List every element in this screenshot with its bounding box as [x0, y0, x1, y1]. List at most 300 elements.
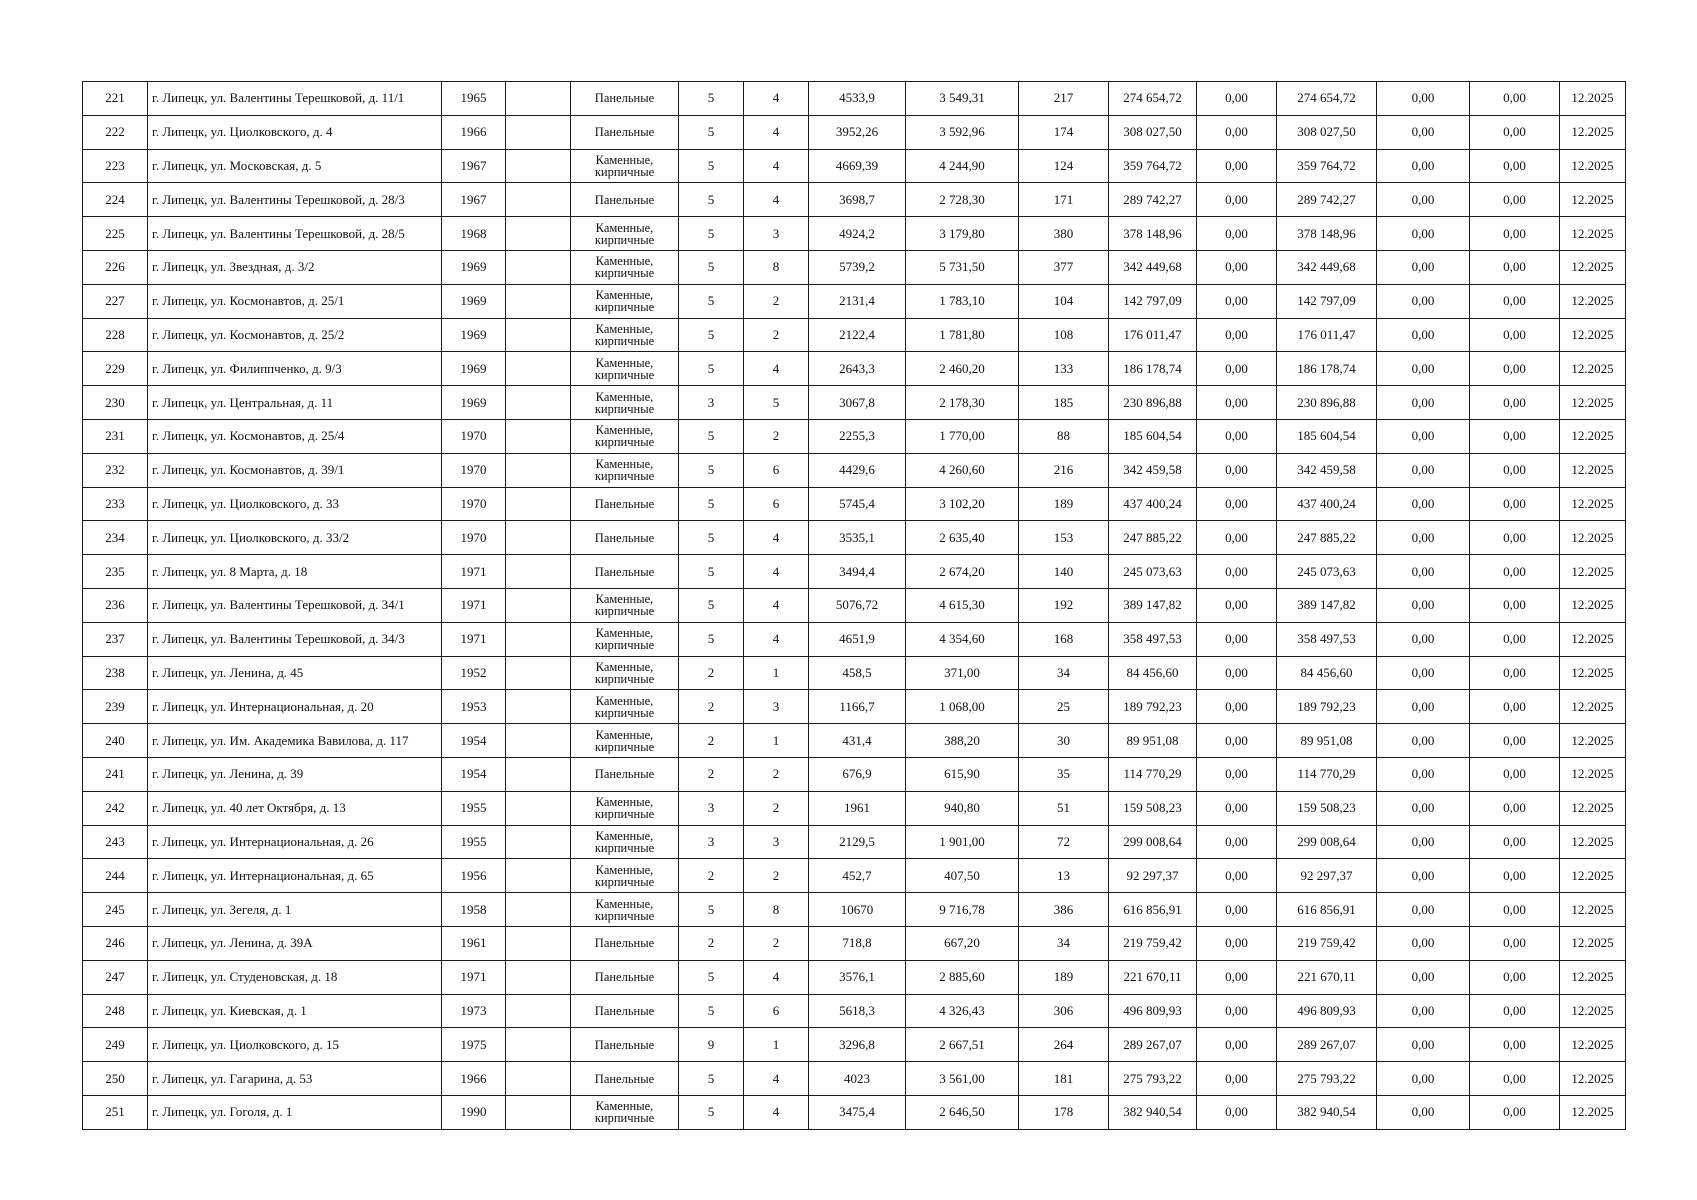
- address-cell: г. Липецк, ул. Ленина, д. 39А: [148, 926, 442, 960]
- cost-column-1-cell: 0,00: [1197, 521, 1277, 555]
- cost-column-1-cell: 0,00: [1197, 115, 1277, 149]
- total-cost-cell: 245 073,63: [1109, 555, 1197, 589]
- residents-cell: 34: [1019, 926, 1109, 960]
- wall-material-cell: Каменные, кирпичные: [571, 352, 679, 386]
- residents-cell: 386: [1019, 893, 1109, 927]
- row-number: 238: [83, 656, 148, 690]
- row-number: 231: [83, 419, 148, 453]
- address-cell: г. Липецк, ул. Валентины Терешковой, д. 34/3: [148, 622, 442, 656]
- cost-column-2-cell: 186 178,74: [1277, 352, 1377, 386]
- row-number: 228: [83, 318, 148, 352]
- entrances-cell: 4: [744, 352, 809, 386]
- address-cell: г. Липецк, ул. Центральная, д. 11: [148, 386, 442, 420]
- cost-column-1-cell: 0,00: [1197, 453, 1277, 487]
- total-cost-cell: 274 654,72: [1109, 82, 1197, 116]
- cost-column-3-cell: 0,00: [1377, 622, 1470, 656]
- floors-cell: 5: [679, 893, 744, 927]
- cost-column-2-cell: 159 508,23: [1277, 791, 1377, 825]
- residents-cell: 171: [1019, 183, 1109, 217]
- table-row: [83, 284, 1626, 318]
- cost-column-4-cell: 0,00: [1470, 284, 1560, 318]
- cost-column-1-cell: 0,00: [1197, 419, 1277, 453]
- living-area-cell: 3 102,20: [906, 487, 1019, 521]
- wall-material-cell: Панельные: [571, 82, 679, 116]
- cost-column-1-cell: 0,00: [1197, 284, 1277, 318]
- completion-date-cell: 12.2025: [1560, 791, 1626, 825]
- table-row: [83, 825, 1626, 859]
- entrances-cell: 4: [744, 622, 809, 656]
- cost-column-1-cell: 0,00: [1197, 656, 1277, 690]
- floors-cell: 2: [679, 926, 744, 960]
- total-area-cell: 2129,5: [809, 825, 906, 859]
- cost-column-2-cell: 289 742,27: [1277, 183, 1377, 217]
- table-body: [83, 82, 1626, 1130]
- floors-cell: 5: [679, 352, 744, 386]
- total-cost-cell: 230 896,88: [1109, 386, 1197, 420]
- total-area-cell: 5745,4: [809, 487, 906, 521]
- year-built-cell: 1970: [442, 487, 506, 521]
- total-area-cell: 3952,26: [809, 115, 906, 149]
- cost-column-4-cell: 0,00: [1470, 183, 1560, 217]
- floors-cell: 5: [679, 1062, 744, 1096]
- empty-cell: [506, 115, 571, 149]
- total-area-cell: 676,9: [809, 757, 906, 791]
- cost-column-3-cell: 0,00: [1377, 825, 1470, 859]
- wall-material-cell: Панельные: [571, 1062, 679, 1096]
- total-area-cell: 3576,1: [809, 960, 906, 994]
- entrances-cell: 2: [744, 419, 809, 453]
- living-area-cell: 3 592,96: [906, 115, 1019, 149]
- total-cost-cell: 359 764,72: [1109, 149, 1197, 183]
- entrances-cell: 2: [744, 859, 809, 893]
- address-cell: г. Липецк, ул. Зегеля, д. 1: [148, 893, 442, 927]
- floors-cell: 3: [679, 386, 744, 420]
- floors-cell: 3: [679, 825, 744, 859]
- floors-cell: 5: [679, 419, 744, 453]
- row-number: 248: [83, 994, 148, 1028]
- cost-column-2-cell: 84 456,60: [1277, 656, 1377, 690]
- cost-column-1-cell: 0,00: [1197, 1062, 1277, 1096]
- floors-cell: 2: [679, 757, 744, 791]
- table-row: [83, 994, 1626, 1028]
- wall-material-cell: Каменные, кирпичные: [571, 386, 679, 420]
- row-number: 224: [83, 183, 148, 217]
- total-cost-cell: 289 742,27: [1109, 183, 1197, 217]
- residents-cell: 124: [1019, 149, 1109, 183]
- total-area-cell: 3494,4: [809, 555, 906, 589]
- wall-material-cell: Панельные: [571, 487, 679, 521]
- cost-column-4-cell: 0,00: [1470, 588, 1560, 622]
- entrances-cell: 4: [744, 82, 809, 116]
- entrances-cell: 1: [744, 656, 809, 690]
- cost-column-4-cell: 0,00: [1470, 453, 1560, 487]
- empty-cell: [506, 926, 571, 960]
- empty-cell: [506, 960, 571, 994]
- address-cell: г. Липецк, ул. Гоголя, д. 1: [148, 1095, 442, 1129]
- year-built-cell: 1971: [442, 555, 506, 589]
- row-number: 233: [83, 487, 148, 521]
- wall-material-cell: Каменные, кирпичные: [571, 656, 679, 690]
- address-cell: г. Липецк, ул. Космонавтов, д. 39/1: [148, 453, 442, 487]
- row-number: 235: [83, 555, 148, 589]
- cost-column-1-cell: 0,00: [1197, 994, 1277, 1028]
- empty-cell: [506, 859, 571, 893]
- row-number: 229: [83, 352, 148, 386]
- completion-date-cell: 12.2025: [1560, 284, 1626, 318]
- floors-cell: 5: [679, 453, 744, 487]
- empty-cell: [506, 757, 571, 791]
- cost-column-2-cell: 308 027,50: [1277, 115, 1377, 149]
- cost-column-4-cell: 0,00: [1470, 893, 1560, 927]
- cost-column-2-cell: 359 764,72: [1277, 149, 1377, 183]
- living-area-cell: 667,20: [906, 926, 1019, 960]
- year-built-cell: 1971: [442, 622, 506, 656]
- address-cell: г. Липецк, ул. Им. Академика Вавилова, д. 117: [148, 724, 442, 758]
- residents-cell: 72: [1019, 825, 1109, 859]
- entrances-cell: 2: [744, 791, 809, 825]
- residents-cell: 178: [1019, 1095, 1109, 1129]
- cost-column-3-cell: 0,00: [1377, 217, 1470, 251]
- floors-cell: 5: [679, 82, 744, 116]
- completion-date-cell: 12.2025: [1560, 622, 1626, 656]
- cost-column-2-cell: 342 449,68: [1277, 250, 1377, 284]
- cost-column-4-cell: 0,00: [1470, 555, 1560, 589]
- cost-column-1-cell: 0,00: [1197, 217, 1277, 251]
- living-area-cell: 4 354,60: [906, 622, 1019, 656]
- address-cell: г. Липецк, ул. Ленина, д. 45: [148, 656, 442, 690]
- address-cell: г. Липецк, ул. Московская, д. 5: [148, 149, 442, 183]
- row-number: 244: [83, 859, 148, 893]
- completion-date-cell: 12.2025: [1560, 859, 1626, 893]
- cost-column-3-cell: 0,00: [1377, 82, 1470, 116]
- year-built-cell: 1969: [442, 386, 506, 420]
- total-area-cell: 431,4: [809, 724, 906, 758]
- cost-column-1-cell: 0,00: [1197, 893, 1277, 927]
- cost-column-1-cell: 0,00: [1197, 1095, 1277, 1129]
- cost-column-1-cell: 0,00: [1197, 352, 1277, 386]
- entrances-cell: 4: [744, 1062, 809, 1096]
- cost-column-3-cell: 0,00: [1377, 994, 1470, 1028]
- entrances-cell: 4: [744, 588, 809, 622]
- total-cost-cell: 289 267,07: [1109, 1028, 1197, 1062]
- entrances-cell: 3: [744, 690, 809, 724]
- cost-column-4-cell: 0,00: [1470, 115, 1560, 149]
- cost-column-4-cell: 0,00: [1470, 149, 1560, 183]
- empty-cell: [506, 419, 571, 453]
- residents-cell: 35: [1019, 757, 1109, 791]
- floors-cell: 5: [679, 994, 744, 1028]
- total-area-cell: 4669,39: [809, 149, 906, 183]
- cost-column-2-cell: 114 770,29: [1277, 757, 1377, 791]
- completion-date-cell: 12.2025: [1560, 893, 1626, 927]
- residents-cell: 306: [1019, 994, 1109, 1028]
- floors-cell: 5: [679, 217, 744, 251]
- completion-date-cell: 12.2025: [1560, 115, 1626, 149]
- empty-cell: [506, 791, 571, 825]
- completion-date-cell: 12.2025: [1560, 825, 1626, 859]
- table-row: [83, 757, 1626, 791]
- address-cell: г. Липецк, ул. Циолковского, д. 33: [148, 487, 442, 521]
- living-area-cell: 2 885,60: [906, 960, 1019, 994]
- cost-column-2-cell: 185 604,54: [1277, 419, 1377, 453]
- table-row: [83, 960, 1626, 994]
- table-row: [83, 453, 1626, 487]
- cost-column-3-cell: 0,00: [1377, 419, 1470, 453]
- cost-column-3-cell: 0,00: [1377, 1062, 1470, 1096]
- completion-date-cell: 12.2025: [1560, 690, 1626, 724]
- completion-date-cell: 12.2025: [1560, 1062, 1626, 1096]
- row-number: 245: [83, 893, 148, 927]
- floors-cell: 5: [679, 115, 744, 149]
- entrances-cell: 5: [744, 386, 809, 420]
- residents-cell: 216: [1019, 453, 1109, 487]
- empty-cell: [506, 1095, 571, 1129]
- living-area-cell: 2 635,40: [906, 521, 1019, 555]
- completion-date-cell: 12.2025: [1560, 588, 1626, 622]
- table-row: [83, 149, 1626, 183]
- cost-column-1-cell: 0,00: [1197, 825, 1277, 859]
- completion-date-cell: 12.2025: [1560, 250, 1626, 284]
- address-cell: г. Липецк, ул. 40 лет Октября, д. 13: [148, 791, 442, 825]
- year-built-cell: 1955: [442, 825, 506, 859]
- total-cost-cell: 176 011,47: [1109, 318, 1197, 352]
- address-cell: г. Липецк, ул. Валентины Терешковой, д. 34/1: [148, 588, 442, 622]
- address-cell: г. Липецк, ул. Ленина, д. 39: [148, 757, 442, 791]
- floors-cell: 5: [679, 250, 744, 284]
- cost-column-1-cell: 0,00: [1197, 757, 1277, 791]
- cost-column-4-cell: 0,00: [1470, 1062, 1560, 1096]
- floors-cell: 2: [679, 724, 744, 758]
- cost-column-3-cell: 0,00: [1377, 183, 1470, 217]
- total-area-cell: 452,7: [809, 859, 906, 893]
- address-cell: г. Липецк, ул. Циолковского, д. 15: [148, 1028, 442, 1062]
- cost-column-4-cell: 0,00: [1470, 757, 1560, 791]
- empty-cell: [506, 690, 571, 724]
- cost-column-3-cell: 0,00: [1377, 690, 1470, 724]
- cost-column-4-cell: 0,00: [1470, 419, 1560, 453]
- residents-cell: 174: [1019, 115, 1109, 149]
- row-number: 223: [83, 149, 148, 183]
- residents-cell: 168: [1019, 622, 1109, 656]
- total-area-cell: 4651,9: [809, 622, 906, 656]
- empty-cell: [506, 82, 571, 116]
- empty-cell: [506, 284, 571, 318]
- empty-cell: [506, 318, 571, 352]
- cost-column-1-cell: 0,00: [1197, 926, 1277, 960]
- residents-cell: 185: [1019, 386, 1109, 420]
- table-row: [83, 250, 1626, 284]
- living-area-cell: 1 068,00: [906, 690, 1019, 724]
- wall-material-cell: Каменные, кирпичные: [571, 1095, 679, 1129]
- year-built-cell: 1973: [442, 994, 506, 1028]
- total-area-cell: 3475,4: [809, 1095, 906, 1129]
- cost-column-1-cell: 0,00: [1197, 82, 1277, 116]
- year-built-cell: 1969: [442, 318, 506, 352]
- wall-material-cell: Каменные, кирпичные: [571, 217, 679, 251]
- total-cost-cell: 382 940,54: [1109, 1095, 1197, 1129]
- empty-cell: [506, 250, 571, 284]
- cost-column-3-cell: 0,00: [1377, 791, 1470, 825]
- living-area-cell: 4 326,43: [906, 994, 1019, 1028]
- wall-material-cell: Каменные, кирпичные: [571, 453, 679, 487]
- empty-cell: [506, 453, 571, 487]
- living-area-cell: 2 178,30: [906, 386, 1019, 420]
- cost-column-3-cell: 0,00: [1377, 149, 1470, 183]
- cost-column-2-cell: 275 793,22: [1277, 1062, 1377, 1096]
- address-cell: г. Липецк, ул. Циолковского, д. 4: [148, 115, 442, 149]
- empty-cell: [506, 825, 571, 859]
- completion-date-cell: 12.2025: [1560, 1095, 1626, 1129]
- row-number: 226: [83, 250, 148, 284]
- row-number: 221: [83, 82, 148, 116]
- table-row: [83, 926, 1626, 960]
- residents-cell: 380: [1019, 217, 1109, 251]
- cost-column-2-cell: 89 951,08: [1277, 724, 1377, 758]
- wall-material-cell: Каменные, кирпичные: [571, 318, 679, 352]
- row-number: 227: [83, 284, 148, 318]
- row-number: 247: [83, 960, 148, 994]
- empty-cell: [506, 893, 571, 927]
- cost-column-4-cell: 0,00: [1470, 386, 1560, 420]
- table-row: [83, 555, 1626, 589]
- year-built-cell: 1971: [442, 588, 506, 622]
- wall-material-cell: Панельные: [571, 183, 679, 217]
- cost-column-1-cell: 0,00: [1197, 555, 1277, 589]
- cost-column-3-cell: 0,00: [1377, 1028, 1470, 1062]
- cost-column-4-cell: 0,00: [1470, 960, 1560, 994]
- cost-column-2-cell: 496 809,93: [1277, 994, 1377, 1028]
- entrances-cell: 4: [744, 149, 809, 183]
- empty-cell: [506, 724, 571, 758]
- cost-column-3-cell: 0,00: [1377, 757, 1470, 791]
- living-area-cell: 388,20: [906, 724, 1019, 758]
- living-area-cell: 1 783,10: [906, 284, 1019, 318]
- completion-date-cell: 12.2025: [1560, 318, 1626, 352]
- cost-column-1-cell: 0,00: [1197, 487, 1277, 521]
- total-area-cell: 3067,8: [809, 386, 906, 420]
- completion-date-cell: 12.2025: [1560, 960, 1626, 994]
- living-area-cell: 407,50: [906, 859, 1019, 893]
- residents-cell: 51: [1019, 791, 1109, 825]
- completion-date-cell: 12.2025: [1560, 1028, 1626, 1062]
- total-area-cell: 3535,1: [809, 521, 906, 555]
- empty-cell: [506, 622, 571, 656]
- row-number: 240: [83, 724, 148, 758]
- wall-material-cell: Каменные, кирпичные: [571, 825, 679, 859]
- row-number: 236: [83, 588, 148, 622]
- address-cell: г. Липецк, ул. 8 Марта, д. 18: [148, 555, 442, 589]
- row-number: 225: [83, 217, 148, 251]
- address-cell: г. Липецк, ул. Киевская, д. 1: [148, 994, 442, 1028]
- floors-cell: 5: [679, 622, 744, 656]
- total-area-cell: 1961: [809, 791, 906, 825]
- cost-column-1-cell: 0,00: [1197, 318, 1277, 352]
- total-cost-cell: 84 456,60: [1109, 656, 1197, 690]
- wall-material-cell: Каменные, кирпичные: [571, 690, 679, 724]
- empty-cell: [506, 183, 571, 217]
- completion-date-cell: 12.2025: [1560, 386, 1626, 420]
- cost-column-2-cell: 274 654,72: [1277, 82, 1377, 116]
- total-area-cell: 2255,3: [809, 419, 906, 453]
- cost-column-1-cell: 0,00: [1197, 250, 1277, 284]
- address-cell: г. Липецк, ул. Интернациональная, д. 26: [148, 825, 442, 859]
- residents-cell: 13: [1019, 859, 1109, 893]
- row-number: 242: [83, 791, 148, 825]
- completion-date-cell: 12.2025: [1560, 994, 1626, 1028]
- residents-cell: 133: [1019, 352, 1109, 386]
- year-built-cell: 1990: [442, 1095, 506, 1129]
- year-built-cell: 1969: [442, 352, 506, 386]
- total-cost-cell: 616 856,91: [1109, 893, 1197, 927]
- cost-column-4-cell: 0,00: [1470, 690, 1560, 724]
- total-cost-cell: 308 027,50: [1109, 115, 1197, 149]
- year-built-cell: 1975: [442, 1028, 506, 1062]
- total-cost-cell: 299 008,64: [1109, 825, 1197, 859]
- empty-cell: [506, 521, 571, 555]
- residents-cell: 30: [1019, 724, 1109, 758]
- cost-column-3-cell: 0,00: [1377, 555, 1470, 589]
- floors-cell: 5: [679, 183, 744, 217]
- residents-cell: 189: [1019, 960, 1109, 994]
- table-row: [83, 893, 1626, 927]
- table-row: [83, 419, 1626, 453]
- address-cell: г. Липецк, ул. Циолковского, д. 33/2: [148, 521, 442, 555]
- cost-column-2-cell: 92 297,37: [1277, 859, 1377, 893]
- cost-column-4-cell: 0,00: [1470, 1028, 1560, 1062]
- total-cost-cell: 221 670,11: [1109, 960, 1197, 994]
- cost-column-1-cell: 0,00: [1197, 149, 1277, 183]
- total-area-cell: 5739,2: [809, 250, 906, 284]
- cost-column-4-cell: 0,00: [1470, 487, 1560, 521]
- wall-material-cell: Каменные, кирпичные: [571, 893, 679, 927]
- year-built-cell: 1967: [442, 183, 506, 217]
- year-built-cell: 1954: [442, 757, 506, 791]
- empty-cell: [506, 386, 571, 420]
- total-cost-cell: 378 148,96: [1109, 217, 1197, 251]
- cost-column-3-cell: 0,00: [1377, 487, 1470, 521]
- empty-cell: [506, 149, 571, 183]
- living-area-cell: 4 260,60: [906, 453, 1019, 487]
- completion-date-cell: 12.2025: [1560, 82, 1626, 116]
- total-cost-cell: 189 792,23: [1109, 690, 1197, 724]
- cost-column-3-cell: 0,00: [1377, 250, 1470, 284]
- year-built-cell: 1958: [442, 893, 506, 927]
- cost-column-2-cell: 221 670,11: [1277, 960, 1377, 994]
- table-row: [83, 487, 1626, 521]
- wall-material-cell: Каменные, кирпичные: [571, 250, 679, 284]
- completion-date-cell: 12.2025: [1560, 724, 1626, 758]
- residents-cell: 181: [1019, 1062, 1109, 1096]
- cost-column-3-cell: 0,00: [1377, 893, 1470, 927]
- year-built-cell: 1954: [442, 724, 506, 758]
- cost-column-1-cell: 0,00: [1197, 791, 1277, 825]
- living-area-cell: 1 770,00: [906, 419, 1019, 453]
- empty-cell: [506, 487, 571, 521]
- total-cost-cell: 342 459,58: [1109, 453, 1197, 487]
- row-number: 237: [83, 622, 148, 656]
- table-row: [83, 183, 1626, 217]
- cost-column-3-cell: 0,00: [1377, 1095, 1470, 1129]
- wall-material-cell: Панельные: [571, 926, 679, 960]
- total-area-cell: 2643,3: [809, 352, 906, 386]
- cost-column-4-cell: 0,00: [1470, 82, 1560, 116]
- table-row: [83, 1062, 1626, 1096]
- total-area-cell: 3296,8: [809, 1028, 906, 1062]
- wall-material-cell: Панельные: [571, 521, 679, 555]
- year-built-cell: 1970: [442, 521, 506, 555]
- wall-material-cell: Каменные, кирпичные: [571, 859, 679, 893]
- cost-column-3-cell: 0,00: [1377, 521, 1470, 555]
